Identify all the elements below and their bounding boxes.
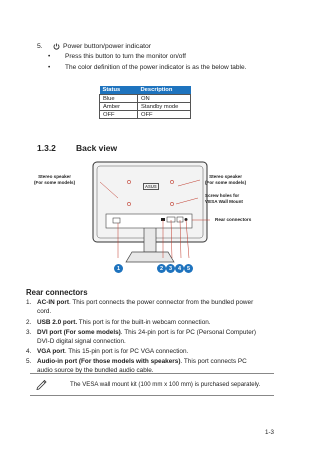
table-cell: OFF bbox=[138, 111, 191, 119]
table-cell: Blue bbox=[100, 95, 138, 103]
table-row bbox=[100, 111, 191, 119]
stereo-speaker-left-label: Stereo speaker (For some models) bbox=[34, 174, 76, 185]
table-header: Description bbox=[138, 86, 191, 95]
callout-1: 1 bbox=[114, 264, 123, 273]
table-cell: Standby mode bbox=[138, 103, 191, 111]
table-cell: Amber bbox=[100, 103, 138, 111]
note-text: The VESA wall mount kit (100 mm x 100 mm) is purchased separately. bbox=[70, 381, 261, 388]
table-header-row bbox=[100, 86, 191, 95]
status-table bbox=[99, 86, 191, 119]
section-title: Power button/power indicator bbox=[63, 43, 152, 50]
monitor-back-diagram bbox=[88, 158, 212, 266]
brand-logo: ASUS bbox=[145, 184, 157, 189]
table-cell: ON bbox=[138, 95, 191, 103]
pencil-note-icon bbox=[36, 378, 48, 390]
rear-connectors-heading: Rear connectors bbox=[26, 288, 88, 297]
table-header: Status bbox=[100, 86, 138, 95]
table-row bbox=[100, 103, 191, 111]
callout-2: 2 bbox=[157, 264, 166, 273]
section-number: 5. bbox=[37, 43, 43, 50]
screw-holes-label: Screw holes for VESA Wall Mount bbox=[205, 193, 243, 204]
note-divider-top bbox=[30, 373, 274, 374]
subsection-title: Back view bbox=[76, 143, 118, 153]
rear-connectors-label: Rear connectors bbox=[215, 217, 252, 222]
bullet-text-1: Press this button to turn the monitor on/off bbox=[65, 53, 186, 60]
bullet-text-2: The color definition of the power indicator is as the below table. bbox=[65, 64, 247, 71]
stereo-speaker-right-label: Stereo speaker (For some models) bbox=[205, 174, 247, 185]
page-number: 1-3 bbox=[265, 429, 274, 436]
callout-5: 5 bbox=[184, 264, 193, 273]
bullet-glyph: • bbox=[48, 64, 51, 71]
table-cell: OFF bbox=[100, 111, 138, 119]
bullet-glyph: • bbox=[48, 53, 51, 60]
power-icon bbox=[53, 43, 60, 50]
callout-3: 3 bbox=[166, 264, 175, 273]
table-row bbox=[100, 95, 191, 103]
callout-4: 4 bbox=[175, 264, 184, 273]
note-divider-bottom bbox=[30, 395, 274, 396]
subsection-number: 1.3.2 bbox=[37, 143, 56, 153]
